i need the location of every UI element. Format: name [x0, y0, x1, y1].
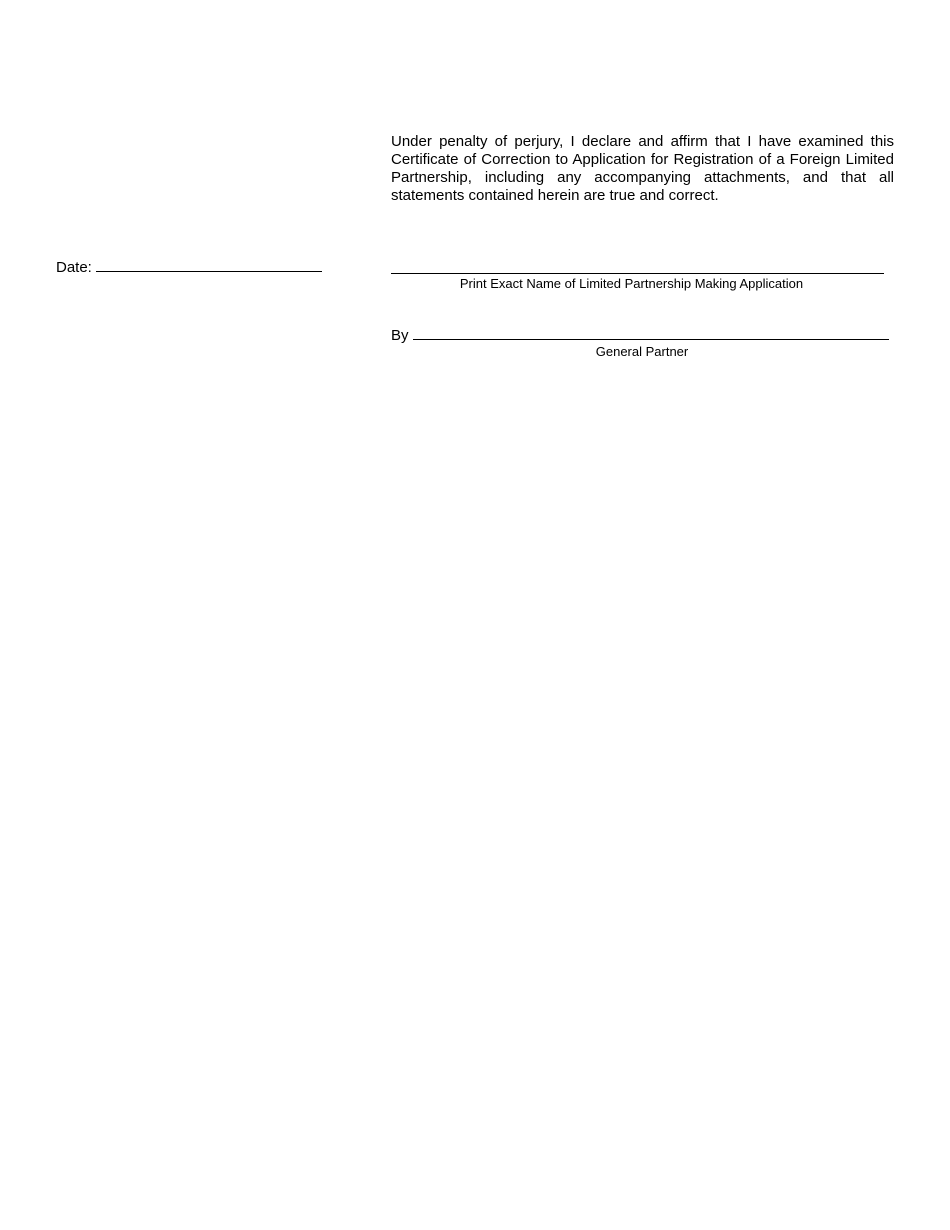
partnership-name-caption: Print Exact Name of Limited Partnership Making Application [459, 276, 804, 291]
by-label: By [391, 327, 409, 344]
date-field [56, 258, 322, 277]
perjury-declaration: Under penalty of perjury, I declare and affirm that I have examined this Certificate of Correction to Application for Registration of a Foreign Limited Partnership, including any accompanying attachments, and that all statements contained herein are true and correct. [391, 133, 894, 204]
general-partner-signature-line[interactable] [413, 326, 889, 340]
general-partner-caption: General Partner [595, 344, 689, 359]
general-partner-signature-field [391, 326, 889, 345]
partnership-name-line[interactable] [391, 273, 884, 274]
date-label: Date: [56, 259, 92, 276]
date-signature-line[interactable] [96, 258, 322, 272]
